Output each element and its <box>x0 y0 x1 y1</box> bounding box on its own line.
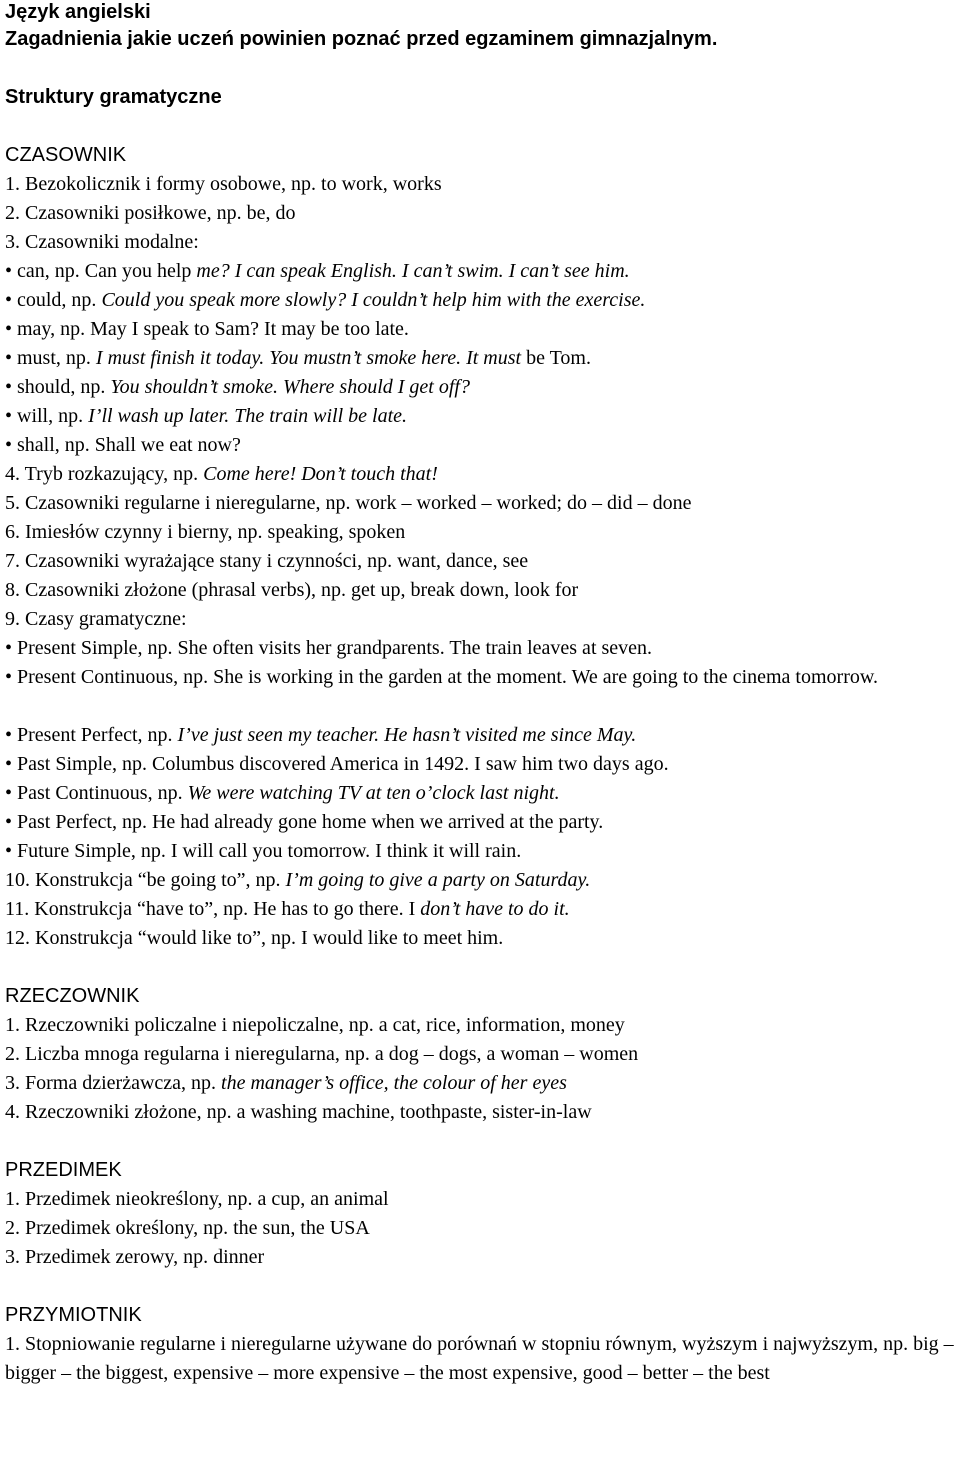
list-item <box>5 1069 960 1098</box>
list-item: 1. Bezokolicznik i formy osobowe, np. to work, works <box>5 173 442 195</box>
list-item: 5. Czasowniki regularne i nieregularne, np. work – worked – worked; do – did – done <box>5 492 692 514</box>
example-text: We were watching TV at ten o’clock last night. <box>187 782 560 804</box>
item-text: • could, np. <box>5 289 102 311</box>
spacer <box>5 112 960 141</box>
list-item: 3. Czasowniki modalne: <box>5 231 199 253</box>
item-text: • Past Continuous, np. <box>5 782 188 804</box>
list-item: 2. Czasowniki posiłkowe, np. be, do <box>5 202 296 224</box>
example-text: You shouldn’t smoke. Where should I get off? <box>110 376 470 398</box>
list-item <box>5 895 960 924</box>
item-text: 3. Forma dzierżawcza, np. <box>5 1072 222 1094</box>
list-item: 2. Przedimek określony, np. the sun, the USA <box>5 1217 370 1239</box>
document-subtitle: Zagadnienia jakie uczeń powinien poznać przed egzaminem gimnazjalnym. <box>5 28 718 50</box>
list-item: 8. Czasowniki złożone (phrasal verbs), np. get up, break down, look for <box>5 579 579 601</box>
list-item: 3. Przedimek zerowy, np. dinner <box>5 1246 265 1268</box>
item-text: • will, np. <box>5 405 89 427</box>
list-item: • shall, np. Shall we eat now? <box>5 434 241 456</box>
section-heading-verb: CZASOWNIK <box>5 144 127 166</box>
example-text: the manager’s office, the colour of her eyes <box>221 1072 567 1094</box>
section-heading-article: PRZEDIMEK <box>5 1159 122 1181</box>
list-item: • Present Simple, np. She often visits her grandparents. The train leaves at seven. <box>5 637 653 659</box>
list-item: • Present Continuous, np. She is working in the garden at the moment. We are going to the cinema tomorrow. <box>5 666 879 688</box>
document-title: Język angielski <box>5 1 151 23</box>
list-item: 1. Stopniowanie regularne i nieregularne używane do porównań w stopniu równym, wyższym i najwyższym, np. big – bigger – the biggest, expensive – more expensive – the most expensive, good – better – the best <box>5 1333 954 1384</box>
list-item <box>5 257 960 286</box>
list-item: 12. Konstrukcja “would like to”, np. I would like to meet him. <box>5 927 504 949</box>
list-item <box>5 373 960 402</box>
section-heading-structures: Struktury gramatyczne <box>5 86 222 108</box>
example-text: me? I can speak English. I can’t swim. I can’t see him. <box>196 260 630 282</box>
list-item <box>5 721 960 750</box>
list-item: • Past Perfect, np. He had already gone home when we arrived at the party. <box>5 811 604 833</box>
item-text: • must, np. <box>5 347 96 369</box>
list-item: • may, np. May I speak to Sam? It may be too late. <box>5 318 409 340</box>
example-text: Could you speak more slowly? I couldn’t help him with the exercise. <box>101 289 646 311</box>
item-text: • should, np. <box>5 376 111 398</box>
item-text: be Tom. <box>521 347 591 369</box>
example-text: I’ll wash up later. The train will be late. <box>88 405 408 427</box>
list-item: 9. Czasy gramatyczne: <box>5 608 187 630</box>
example-text: don’t have to do it. <box>420 898 570 920</box>
section-heading-noun: RZECZOWNIK <box>5 985 140 1007</box>
example-text: I’ve just seen my teacher. He hasn’t visited me since May. <box>177 724 637 746</box>
item-text: • Present Perfect, np. <box>5 724 178 746</box>
list-item: 7. Czasowniki wyrażające stany i czynności, np. want, dance, see <box>5 550 529 572</box>
list-item <box>5 344 960 373</box>
list-item <box>5 460 960 489</box>
list-item <box>5 866 960 895</box>
spacer <box>5 1127 960 1156</box>
list-item <box>5 286 960 315</box>
item-text: 4. Tryb rozkazujący, np. <box>5 463 204 485</box>
list-item <box>5 779 960 808</box>
item-text: 11. Konstrukcja “have to”, np. He has to go there. I <box>5 898 421 920</box>
list-item: • Future Simple, np. I will call you tomorrow. I think it will rain. <box>5 840 522 862</box>
list-item: 6. Imiesłów czynny i bierny, np. speaking, spoken <box>5 521 406 543</box>
item-text: • can, np. Can you help <box>5 260 197 282</box>
list-item <box>5 402 960 431</box>
example-text: I must finish it today. You mustn’t smoke here. It must <box>95 347 522 369</box>
item-text: 10. Konstrukcja “be going to”, np. <box>5 869 286 891</box>
list-item: 4. Rzeczowniki złożone, np. a washing machine, toothpaste, sister-in-law <box>5 1101 592 1123</box>
example-text: I’m going to give a party on Saturday. <box>285 869 591 891</box>
spacer <box>5 1272 960 1301</box>
section-heading-adjective: PRZYMIOTNIK <box>5 1304 142 1326</box>
spacer <box>5 54 960 83</box>
list-item: 2. Liczba mnoga regularna i nieregularna, np. a dog – dogs, a woman – women <box>5 1043 639 1065</box>
list-item: • Past Simple, np. Columbus discovered America in 1492. I saw him two days ago. <box>5 753 669 775</box>
example-text: Come here! Don’t touch that! <box>203 463 438 485</box>
spacer <box>5 953 960 982</box>
list-item: 1. Przedimek nieokreślony, np. a cup, an animal <box>5 1188 389 1210</box>
list-item: 1. Rzeczowniki policzalne i niepoliczalne, np. a cat, rice, information, money <box>5 1014 625 1036</box>
